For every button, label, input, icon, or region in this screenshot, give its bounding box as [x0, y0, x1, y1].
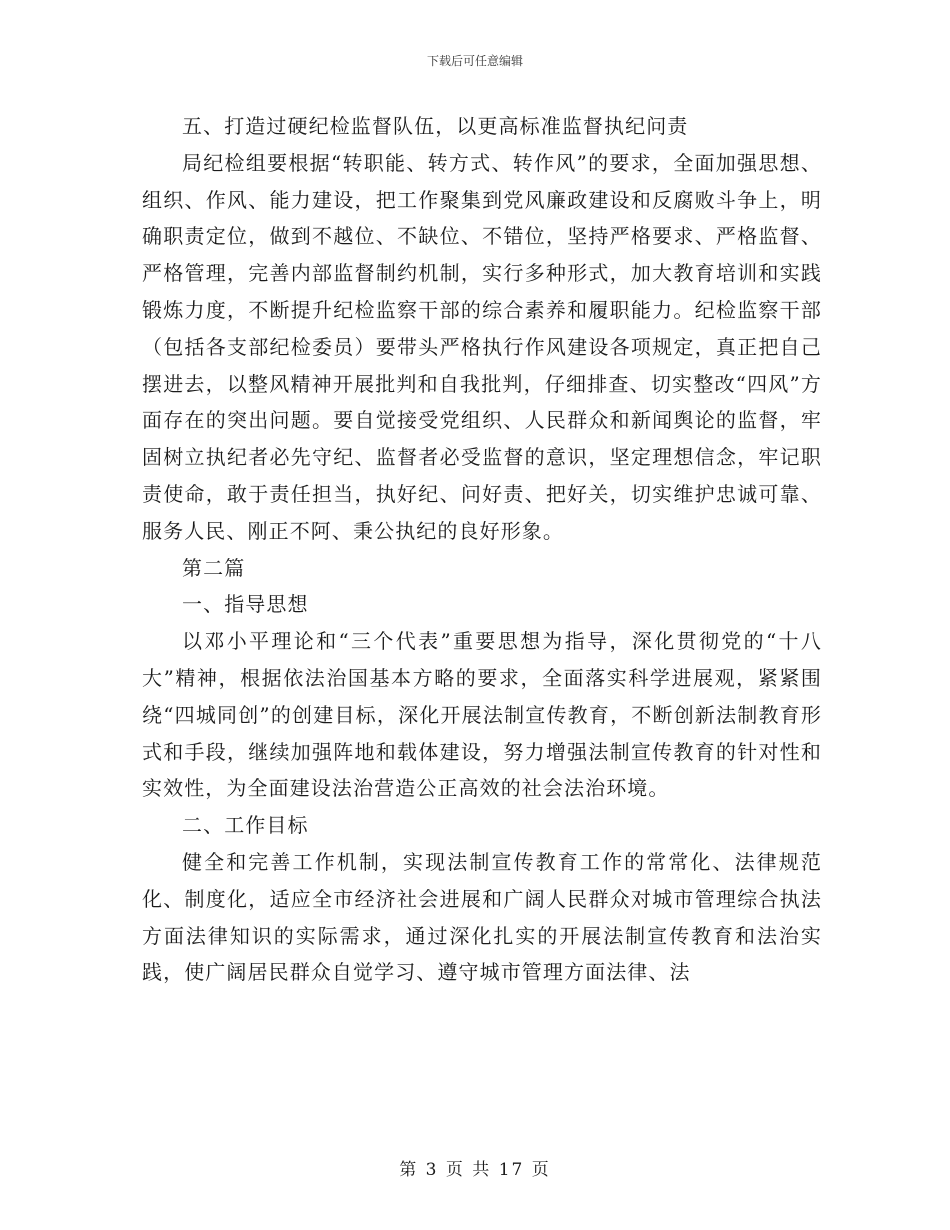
body-paragraph: 健全和完善工作机制，实现法制宣传教育工作的常常化、法律规范化、制度化，适应全市经济社会进展和广阔人民群众对城市管理综合执法方面法律知识的实际需求，通过深化扎实的开展法制宣传教育和法治实践，使广阔居民群众自觉学习、遵守城市管理方面法律、法	[142, 849, 822, 985]
section-heading-1: 一、指导思想	[182, 592, 309, 617]
part-heading: 第二篇	[182, 555, 246, 580]
body-paragraph: 局纪检组要根据“转职能、转方式、转作风”的要求，全面加强思想、组织、作风、能力建设，把工作聚集到党风廉政建设和反腐败斗争上，明确职责定位，做到不越位、不缺位、不错位，坚持严格要求、严格监督、严格管理，完善内部监督制约机制，实行多种形式，加大教育培训和实践锻炼力度，不断提升纪检监察干部的综合素养和履职能力。纪检监察干部（包括各支部纪检委员）要带头严格执行作风建设各项规定，真正把自己摆进去，以整风精神开展批判和自我批判，仔细排查、切实整改“四风”方面存在的突出问题。要自觉接受党组织、人民群众和新闻舆论的监督，牢固树立执纪者必先守纪、监督者必受监督的意识，坚定理想信念，牢记职责使命，敢于责任担当，执好纪、问好责、把好关，切实维护忠诚可靠、服务人民、刚正不阿、秉公执纪的良好形象。	[142, 150, 822, 543]
page-header: 下载后可任意编辑	[426, 54, 523, 68]
section-heading-5: 五、打造过硬纪检监督队伍，以更高标准监督执纪问责	[182, 114, 689, 138]
section-heading-2: 二、工作目标	[182, 813, 309, 838]
document-body	[142, 108, 822, 991]
page-footer: 第 3 页 共 17 页	[399, 1160, 551, 1180]
body-paragraph: 以邓小平理论和“三个代表”重要思想为指导，深化贯彻党的“十八大”精神，根据依法治国基本方略的要求，全面落实科学进展观，紧紧围绕“四城同创”的创建目标，深化开展法制宣传教育，不断创新法制教育形式和手段，继续加强阵地和载体建设，努力增强法制宣传教育的针对性和实效性，为全面建设法治营造公正高效的社会法治环境。	[142, 629, 822, 801]
